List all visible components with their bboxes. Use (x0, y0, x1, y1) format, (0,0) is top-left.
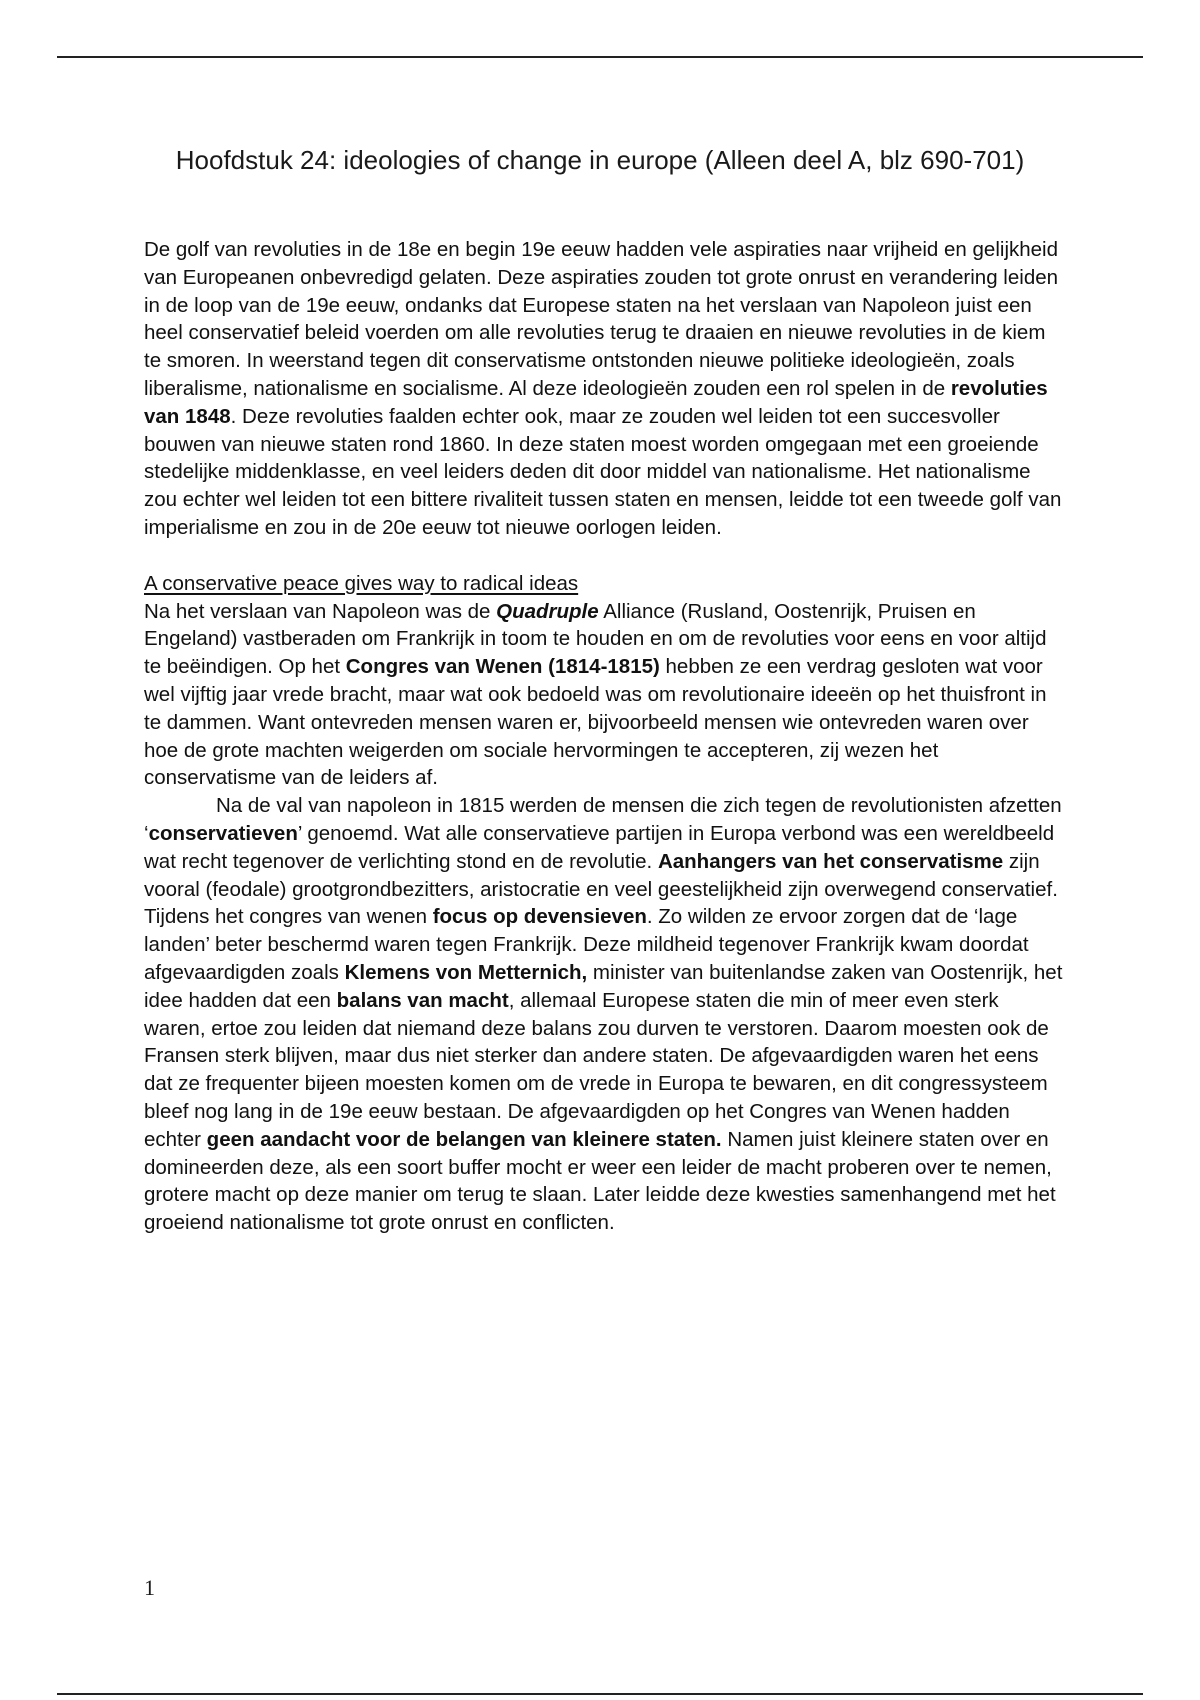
p2-bold-1: conservatieven (148, 821, 298, 845)
page-title: Hoofdstuk 24: ideologies of change in europe (Alleen deel A, blz 690-701) (175, 145, 1025, 175)
intro-text-2: . Deze revoluties faalden echter ook, maar ze zouden wel leiden tot een succesvoller bouwen van nieuwe staten rond 1860. In deze staten moest worden omgegaan met een groeiende stedelijke middenklasse, en veel leiders deden dit door middel van nationalisme. Het nationalisme zou echter wel leiden tot een bittere rivaliteit tussen staten en mensen, leidde tot een tweede golf van imperialisme en zou in de 20e eeuw tot nieuwe oorlogen leiden. (144, 404, 1062, 539)
p2-bold-6: geen aandacht voor de belangen van kleinere staten. (206, 1127, 722, 1151)
p2-text-1: Na de val van napoleon in 1815 werden de mensen die zich tegen de revolutionisten afzetten ‘ (144, 794, 1062, 845)
p2-bold-5: balans van macht (336, 988, 509, 1012)
intro-bold-1: revoluties van 1848 (144, 376, 1048, 428)
section-heading: A conservative peace gives way to radical ideas (144, 571, 579, 595)
intro-paragraph (144, 236, 1064, 542)
bottom-rule (57, 1693, 1143, 1695)
p2-text-6: , allemaal Europese staten die min of meer even sterk waren, ertoe zou leiden dat niemand deze balans zou durven te verstoren. Daarom moesten ook de Fransen sterk blijven, maar dus niet sterker dan andere staten. De afgevaardigden waren het eens dat ze frequenter bijeen moesten komen om de vrede in Europa te bewaren, en dit congressysteem bleef nog lang in de 19e eeuw bestaan. De afgevaardigden op het Congres van Wenen hadden echter (144, 988, 1049, 1151)
page-number: 1 (144, 1575, 155, 1600)
p1-text-3: hebben ze een verdrag gesloten wat voor wel vijftig jaar vrede bracht, maar wat ook bedoeld was om revolutionaire ideeën op het thuisfront in te dammen. Want ontevreden mensen waren er, bijvoorbeeld mensen wie ontevreden waren over hoe de grote machten weigerden om sociale hervormingen te accepteren, zij wezen het conservatisme van de leiders af. (144, 655, 1047, 790)
p2-text-5: minister van buitenlandse zaken van Oostenrijk, het idee hadden dat een (144, 960, 1063, 1012)
top-rule (57, 56, 1143, 58)
document-body (144, 236, 1064, 1237)
p2-bold-3: focus op devensieven (432, 905, 647, 929)
p1-bold-italic-1: Quadruple (496, 599, 599, 623)
p1-bold-1: Congres van Wenen (1814-1815) (345, 655, 660, 679)
p2-text-2: ’ genoemd. Wat alle conservatieve partijen in Europa verbond was een wereldbeeld wat recht tegenover de verlichting stond en de revolutie. (144, 821, 1055, 873)
intro-text-1: De golf van revoluties in de 18e en begin 19e eeuw hadden vele aspiraties naar vrijheid en gelijkheid van Europeanen onbevredigd gelaten. Deze aspiraties zouden tot grote onrust en verandering leiden in de loop van de 19e eeuw, ondanks dat Europese staten na het verslaan van Napoleon juist een heel conservatief beleid voerden om alle revoluties terug te draaien en nieuwe revoluties in de kiem te smoren. In weerstand tegen dit conservatisme ontstonden nieuwe politieke ideologieën, zoals liberalisme, nationalisme en socialisme. Al deze ideologieën zouden een rol spelen in de (144, 238, 1059, 400)
p2-text-7: Namen juist kleinere staten over en domineerden deze, als een soort buffer mocht er weer een leider de macht proberen over te nemen, grotere macht op deze manier om terug te slaan. Later leidde deze kwesties samenhangend met het groeiend nationalisme tot grote onrust en conflicten. (144, 1127, 1056, 1235)
section-paragraph-1 (144, 598, 1064, 793)
p1-text-2: Alliance (Rusland, Oostenrijk, Pruisen en Engeland) vastberaden om Frankrijk in toom te houden en om de revoluties voor eens en voor altijd te beëindigen. Op het (144, 599, 1047, 679)
p2-bold-2: Aanhangers van het conservatisme (657, 849, 1004, 873)
p2-bold-4: Klemens von Metternich, (344, 960, 588, 984)
p2-text-3: zijn vooral (feodale) grootgrondbezitters, aristocratie en veel geestelijkheid zijn overwegend conservatief. Tijdens het congres van wenen (144, 849, 1058, 929)
paragraph-gap (144, 542, 1064, 570)
p2-text-4: . Zo wilden ze ervoor zorgen dat de ‘lage landen’ beter beschermd waren tegen Frankrijk. Deze mildheid tegenover Frankrijk kwam doordat afgevaardigden zoals (144, 905, 1029, 984)
p1-text-1: Na het verslaan van Napoleon was de (144, 599, 497, 623)
section-paragraph-2 (144, 792, 1064, 1237)
